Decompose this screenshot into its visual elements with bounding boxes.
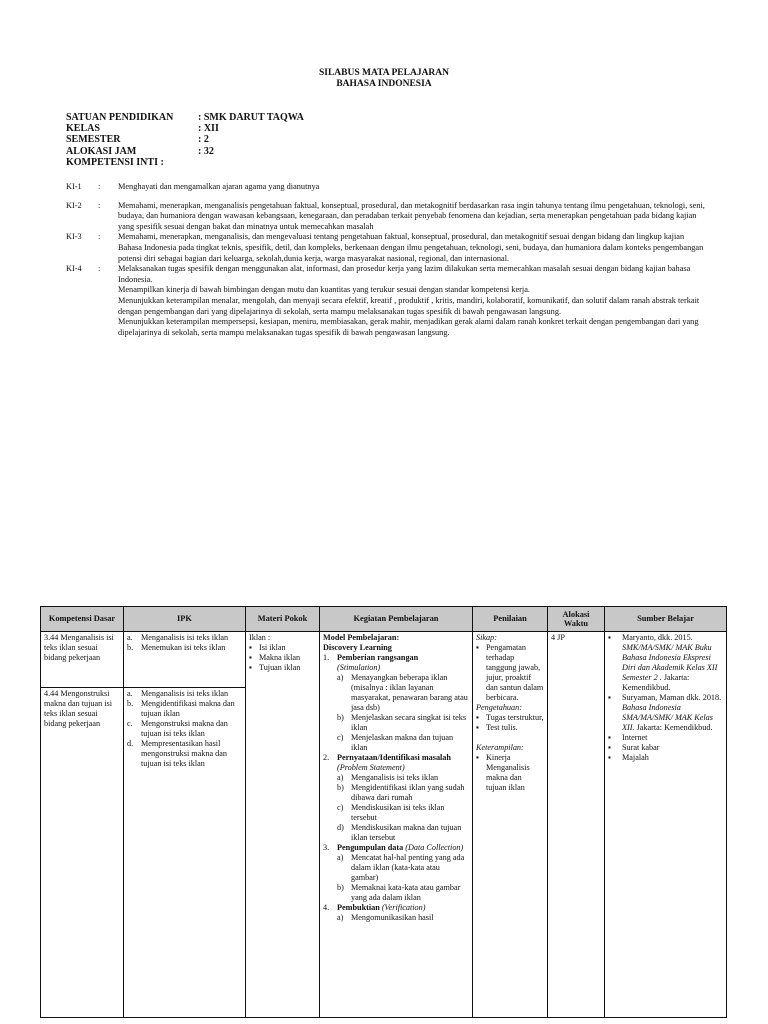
list-item: b. Mengidentifikasi makna dan tujuan iklan [127,699,235,718]
document-subtitle: BAHASA INDONESIA [336,79,432,89]
ki-4-paragraph: Melaksanakan tugas spesifik dengan menggunakan alat, informasi, dan prosedur kerja yang lazim dilakukan serta memecahkan masalah sesuai dengan bidang kajian bahasa Indonesia. [118,264,691,284]
list-item: a. Menganalisis isi teks iklan [127,689,229,698]
column-header: Kompetensi Dasar [41,607,124,632]
identity-block [66,112,304,168]
ki-code: KI-2 [66,200,82,210]
ki-code: KI-4 [66,264,82,274]
meta-row-core-competence [66,157,304,168]
meta-row-hours [66,146,304,157]
meta-row-class [66,123,304,134]
list-item: ▪ Test tulis. [476,723,518,732]
meta-row-school [66,112,304,123]
meta-row-semester [66,134,304,145]
ki-4-paragraph: Menampilkan kinerja di bawah bimbingan dengan mutu dan kuantitas yang terukur sesuai dengan standar kompetensi kerja. [118,285,530,295]
step-heading: 3. Pengumpulan data (Data Collection) [323,843,464,852]
ki-code: KI-3 [66,232,82,242]
document-title: SILABUS MATA PELAJARAN [318,68,450,78]
table-header-row [41,607,727,632]
ki-4-paragraph: Menunjukkan keterampilan menalar, mengolah, dan menyaji secara efektif, kreatif , produktif , kritis, mandiri, kolaboratif, komunikatif, dan solutif dalam ranah abstrak terkait dengan pengembangan dari yang dipelajarinya di sekolah, serta mampu melaksanakan tugas spesifik di bawah pengawasan langsung. [118,295,700,316]
model-label: Model Pembelajaran: [323,633,400,642]
list-item: c. Mengonstruksi makna dan tujuan isi teks iklan [127,719,228,738]
list-item: d) Mendiskusikan makna dan tujuan iklan tersebut [337,823,462,842]
column-header: IPK [124,607,246,632]
list-item: ▪ Tujuan iklan [249,663,301,672]
column-header: Sumber Belajar [605,607,727,632]
ki-text [118,264,706,338]
kd-cell: 3.44 Menganalisis isi teks iklan sesuai bidang pekerjaan [41,632,124,688]
list-item: a. Menganalisis isi teks iklan [127,633,229,642]
meta-value: : 2 [198,134,209,146]
list-item: b. Menemukan isi teks iklan [127,643,226,652]
meta-value: : SMK DARUT TAQWA [198,112,304,123]
list-item: ▪ Surat kabar [608,743,660,752]
list-item: ▪ Internet [608,733,648,742]
alokasi-cell: 4 JP [548,632,605,1018]
sikap-label: Sikap: [476,633,497,642]
materi-title: Iklan : [249,633,271,642]
ipk-cell [124,688,246,1018]
step-heading: 4. Pembuktian (Verification) [323,903,426,912]
ki-1 [66,182,706,193]
list-item: a) Menganalisis isi teks iklan [337,773,439,782]
ki-colon: : [98,232,101,242]
ki-text: Memahami, menerapkan, menganalisis pengetahuan faktual, konseptual, prosedural, dan metakognitif berdasarkan rasa ingin tahunya tentang ilmu pengetahuan, teknologi, seni, budaya, dan humaniora dengan wawasan kebangsaan, kenegaraan, dan peradaban terkait penyebab fenomena dan kejadian, serta menerapkan pengetahuan pada bidang kajian yang spesifik sesuai dengan bakat dan minatnya untuk memecahkan masalah [118,200,705,231]
meta-label: ALOKASI JAM [66,145,137,157]
ki-2 [66,201,706,233]
list-item: b) Mengidentifikasi iklan yang sudah dibawa dari rumah [337,783,465,802]
syllabus-table [40,606,727,1018]
kegiatan-cell [320,632,473,1018]
column-header: Penilaian [473,607,548,632]
list-item: b) Menjelaskan secara singkat isi teks iklan [337,713,467,732]
model-name: Discovery Learning [323,643,392,652]
list-item: c) Mendiskusikan isi teks iklan tersebut [337,803,445,822]
meta-label: SATUAN PENDIDIKAN [66,112,174,123]
list-item: ▪ Tugas terstruktur, [476,713,544,722]
list-item: a) Mengomunikasikan hasil [337,913,434,922]
list-item: ▪ Maryanto, dkk. 2015. SMK/MA/SMK/ MAK Buku Bahasa Indonesia Ekspresi Diri dan Akademik Kelas XII Semester 2 . Jakarta: Kemendikbud. [608,633,718,692]
ki-4 [66,264,706,338]
meta-value: : 32 [198,145,214,157]
ki-text: Menghayati dan mengamalkan ajaran agama yang dianutnya [118,182,320,191]
meta-value: : XII [198,123,219,135]
meta-label: KOMPETENSI INTI : [66,156,164,168]
column-header: Alokasi Waktu [548,607,605,632]
ki-colon: : [98,264,101,274]
list-item: ▪ Suryaman, Maman dkk. 2018. Bahasa Indonesia SMA/MA/SMK/ MAK Kelas XII. Jakarta: Kemendikbud. [608,693,722,732]
step-heading: 2. Pernyataan/Identifikasi masalah (Problem Statement) [323,753,451,772]
column-header: Materi Pokok [246,607,320,632]
list-item: ▪ Kinerja Menganalisis makna dan tujuan iklan [476,753,530,792]
list-item: a) Mencatat hal-hal penting yang ada dalam iklan (kata-kata atau gambar) [337,853,465,882]
core-competence-list [66,182,706,338]
meta-label: SEMESTER [66,134,121,146]
ki-text: Memahami, menerapkan, menganalisis, dan mengevaluasi tentang pengetahuan faktual, konseptual, prosedural, dan metakognitif sesuai dengan bidang dan lingkup kajian Bahasa Indonesia pada tingkat teknis, spesifik, detil, dan kompleks, berkenaan dengan ilmu pengetahuan, teknologi, seni, budaya, dan humaniora dalam konteks pengembangan potensi diri sebagai bagian dari keluarga, sekolah,dunia kerja, warga masyarakat nasional, regional, dan internasional. [118,232,704,263]
pengetahuan-label: Pengetahuan: [476,703,522,712]
kd-cell: 4.44 Mengonstruksi makna dan tujuan isi teks iklan sesuai bidang pekerjaan [41,688,124,1018]
keterampilan-label: Keterampilan: [476,743,524,752]
materi-cell [246,632,320,1018]
list-item: c) Menjelaskan makna dan tujuan iklan [337,733,454,752]
penilaian-cell [473,632,548,1018]
list-item: a) Menayangkan beberapa iklan (misalnya : iklan layanan masyarakat, penawaran barang atau jasa dsb) [337,673,468,712]
ki-colon: : [98,182,101,191]
ipk-cell [124,632,246,688]
list-item: ▪ Majalah [608,753,649,762]
ki-colon: : [98,200,101,210]
list-item: ▪ Makna iklan [249,653,301,662]
table-row [41,632,727,688]
ki-4-paragraph: Menunjukkan keterampilan mempersepsi, kesiapan, meniru, membiasakan, gerak mahir, menjadikan gerak alami dalam ranah konkret terkait dengan pengembangan dari yang dipelajarinya di sekolah, serta mampu melaksanakan tugas spesifik di bawah pengawasan langsung. [118,317,699,337]
list-item: d. Mempresentasikan hasil mengonstruksi makna dan tujuan isi teks iklan [127,739,227,768]
step-heading: 1. Pemberian rangsangan (Stimulation) [323,653,419,672]
list-item: ▪ Isi iklan [249,643,286,652]
column-header: Kegiatan Pembelajaran [320,607,473,632]
list-item: ▪ Pengamatan terhadap tanggung jawab, jujur, proaktif dan santun dalam berbicara. [476,643,544,702]
sumber-cell [605,632,727,1018]
list-item: b) Memaknai kata-kata atau gambar yang ada dalam iklan [337,883,461,902]
meta-label: KELAS [66,123,100,135]
ki-3 [66,232,706,264]
ki-code: KI-1 [66,182,82,191]
